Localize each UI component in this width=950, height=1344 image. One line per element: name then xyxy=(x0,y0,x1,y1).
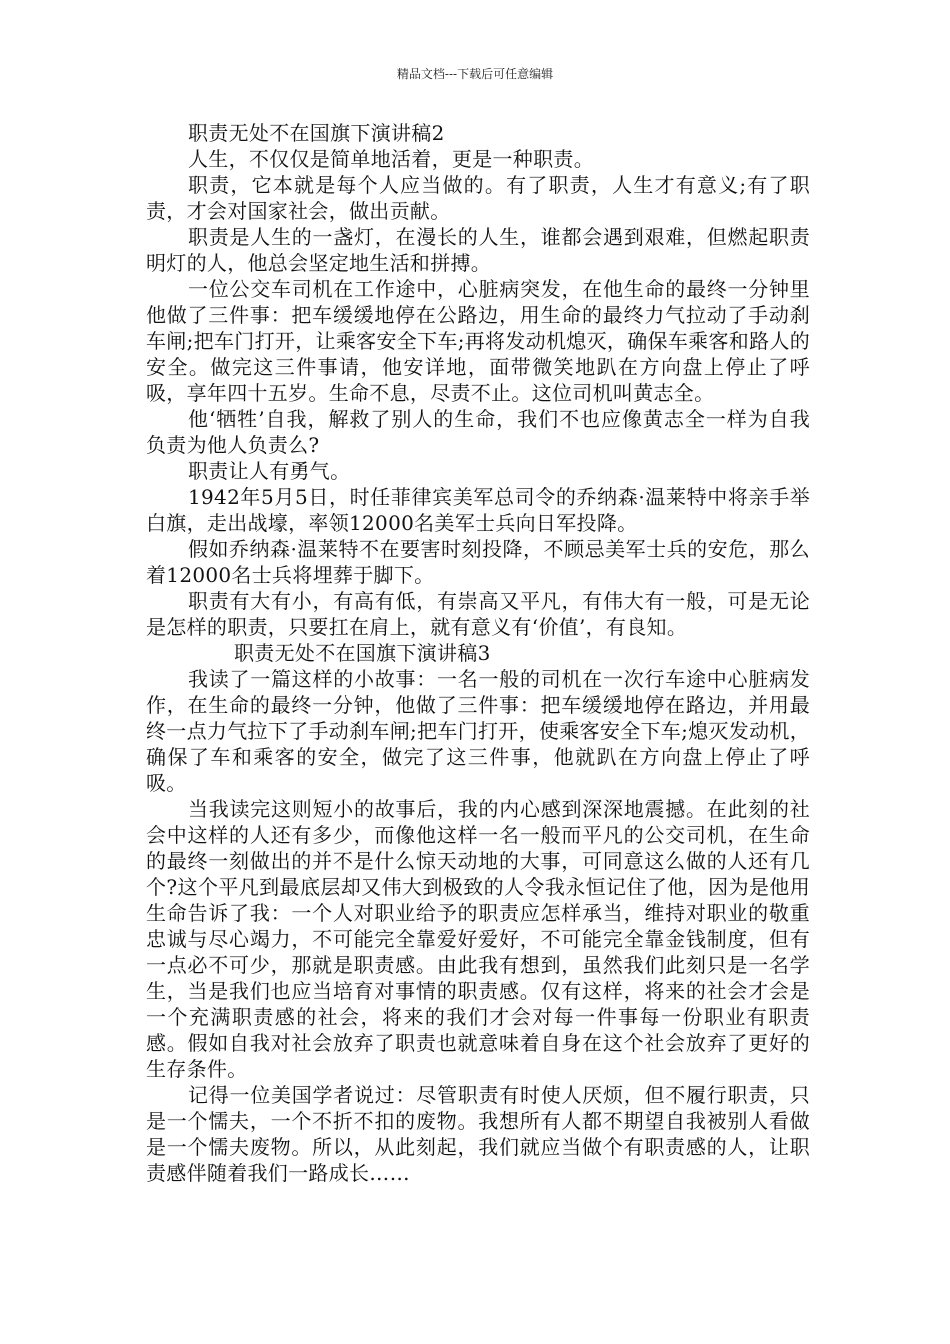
paragraph: 职责有大有小，有高有低，有崇高又平凡，有伟大有一般，可是无论是怎样的职责，只要扛在肩上，就有意义有‘价值’，有良知。 xyxy=(146,589,810,639)
paragraph: 我读了一篇这样的小故事：一名一般的司机在一次行车途中心脏病发作，在生命的最终一分钟，他做了三件事：把车缓缓地停在路边，并用最终一点力气拉下了手动刹车闸;把车门打开，使乘客安全下车;熄灭发动机，确保了车和乘客的安全，做完了这三件事，他就趴在方向盘上停止了呼吸。 xyxy=(146,667,810,795)
paragraph: 1942年5月5日，时任菲律宾美军总司令的乔纳森·温莱特中将亲手举白旗，走出战壕，率领12000名美军士兵向日军投降。 xyxy=(146,485,810,535)
paragraph: 职责让人有勇气。 xyxy=(188,459,351,483)
paragraph: 当我读完这则短小的故事后，我的内心感到深深地震撼。在此刻的社会中这样的人还有多少，而像他这样一名一般而平凡的公交司机，在生命的最终一刻做出的并不是什么惊天动地的大事，可同意这么做的人还有几个?这个平凡到最底层却又伟大到极致的人令我永恒记住了他，因为是他用生命告诉了我：一个人对职业给予的职责应怎样承当，维持对职业的敬重忠诚与尽心竭力，不可能完全靠爱好爱好，不可能完全靠金钱制度，但有一点必不可少，那就是职责感。由此我有想到，虽然我们此刻只是一名学生，当是我们也应当培育对事情的职责感。仅有这样，将来的社会才会是一个充满职责感的社会，将来的我们才会对每一件事每一份职业有职责感。假如自我对社会放弃了职责也就意味着自身在这个社会放弃了更好的生存条件。 xyxy=(146,797,810,1081)
paragraph: 职责，它本就是每个人应当做的。有了职责，人生才有意义;有了职责，才会对国家社会，做出贡献。 xyxy=(146,173,810,223)
speech-title-3: 职责无处不在国旗下演讲稿3 xyxy=(234,641,491,665)
document-body xyxy=(146,120,810,1186)
paragraph: 记得一位美国学者说过：尽管职责有时使人厌烦，但不履行职责，只是一个懦夫，一个不折不扣的废物。我想所有人都不期望自我被别人看做是一个懦夫废物。所以，从此刻起，我们就应当做个有职责感的人，让职责感伴随着我们一路成长…… xyxy=(146,1083,810,1185)
paragraph: 人生，不仅仅是简单地活着，更是一种职责。 xyxy=(188,147,594,171)
paragraph: 职责是人生的一盏灯，在漫长的人生，谁都会遇到艰难，但燃起职责明灯的人，他总会坚定地生活和拼搏。 xyxy=(146,225,810,275)
paragraph: 一位公交车司机在工作途中，心脏病突发，在他生命的最终一分钟里他做了三件事：把车缓缓地停在公路边，用生命的最终力气拉动了手动刹车闸;把车门打开，让乘客安全下车;再将发动机熄灭，确保车乘客和路人的安全。做完这三件事请，他安详地，面带微笑地趴在方向盘上停止了呼吸，享年四十五岁。生命不息，尽责不止。这位司机叫黄志全。 xyxy=(146,277,810,405)
speech-title-2: 职责无处不在国旗下演讲稿2 xyxy=(188,121,445,145)
page-header: 精品文档---下载后可任意编辑 xyxy=(396,67,554,81)
paragraph: 假如乔纳森·温莱特不在要害时刻投降，不顾忌美军士兵的安危，那么着12000名士兵将埋葬于脚下。 xyxy=(146,537,810,587)
paragraph: 他‘牺牲’自我，解救了别人的生命，我们不也应像黄志全一样为自我负责为他人负责么? xyxy=(146,407,810,457)
